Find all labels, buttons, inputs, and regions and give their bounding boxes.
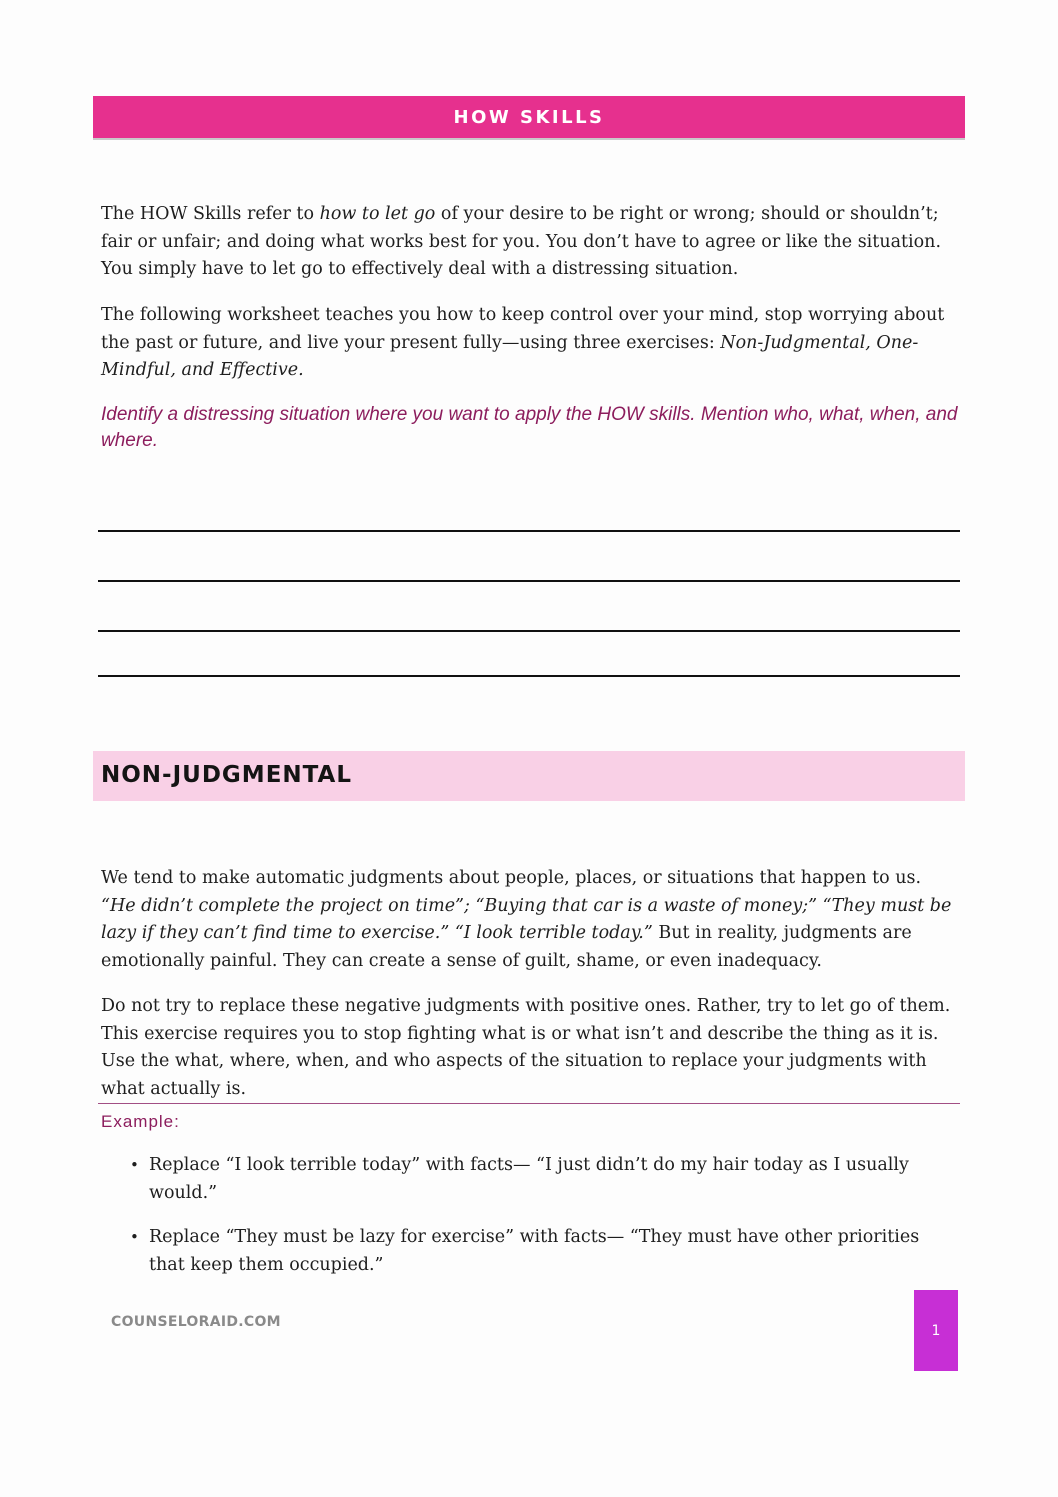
intro-p2-emphasis: Non-Judgmental, One-Mindful, and Effective xyxy=(101,332,919,380)
bullet-dot-icon: • xyxy=(130,1156,139,1174)
footer-site-name: COUNSELORAID.COM xyxy=(111,1314,281,1330)
section-paragraph-2: Do not try to replace these negative judgments with positive ones. Rather, try to let go of them. This exercise requires you to stop fighting what is or what isn’t and describe the thing as it is. Use the what, where, when, and who aspects of the situation to replace your judgments with what actually is. xyxy=(101,996,951,1099)
intro-paragraph-1 xyxy=(101,201,959,284)
intro-p2-text-a: The following worksheet teaches you how to keep control over your mind, stop worrying about the past or future, and live your present fully—using three exercises: xyxy=(101,305,945,353)
example-divider xyxy=(98,1103,960,1104)
page-number: 1 xyxy=(931,1322,941,1339)
answer-line-2[interactable] xyxy=(98,580,960,582)
example-list xyxy=(130,1152,960,1296)
situation-prompt: Identify a distressing situation where you want to apply the HOW skills. Mention who, what, when, and where. xyxy=(101,404,958,451)
answer-line-3[interactable] xyxy=(98,630,960,632)
section-banner-non-judgmental xyxy=(93,751,965,801)
page-number-box xyxy=(914,1290,958,1371)
example-text: Replace “They must be lazy for exercise” with facts— “They must have other priorities that keep them occupied.” xyxy=(149,1227,920,1275)
answer-line-4[interactable] xyxy=(98,675,960,677)
intro-p1-emphasis: how to let go xyxy=(319,204,436,224)
section-paragraph-1 xyxy=(101,865,959,975)
answer-line-1[interactable] xyxy=(98,530,960,532)
intro-p2-text-b: . xyxy=(298,360,304,380)
list-item xyxy=(130,1224,960,1279)
section-title: NON-JUDGMENTAL xyxy=(101,762,353,788)
bullet-dot-icon: • xyxy=(130,1228,139,1246)
intro-p1-text-b: of your desire to be right or wrong; should or shouldn’t; fair or unfair; and doing what works best for you. You don’t have to agree or like the situation. You simply have to let go to effectively deal with a distressing situation. xyxy=(101,204,942,279)
section-p1-text-a: We tend to make automatic judgments about people, places, or situations that happen to us. xyxy=(101,868,922,888)
example-text: Replace “I look terrible today” with facts— “I just didn’t do my hair today as I usually would.” xyxy=(149,1155,909,1203)
example-label: Example: xyxy=(101,1112,180,1131)
list-item xyxy=(130,1152,960,1207)
section-p1-emphasis: “He didn’t complete the project on time”; “Buying that car is a waste of money;” “They must be lazy if they can’t find time to exercise.” “I look terrible today.” xyxy=(101,895,952,943)
header-title: HOW SKILLS xyxy=(453,106,605,128)
header-banner xyxy=(93,96,965,140)
intro-p1-text-a: The HOW Skills refer to xyxy=(101,204,320,224)
section-p1-text-b: But in reality, judgments are emotionally painful. They can create a sense of guilt, shame, or even inadequacy. xyxy=(101,923,912,971)
intro-paragraph-2 xyxy=(101,302,959,385)
